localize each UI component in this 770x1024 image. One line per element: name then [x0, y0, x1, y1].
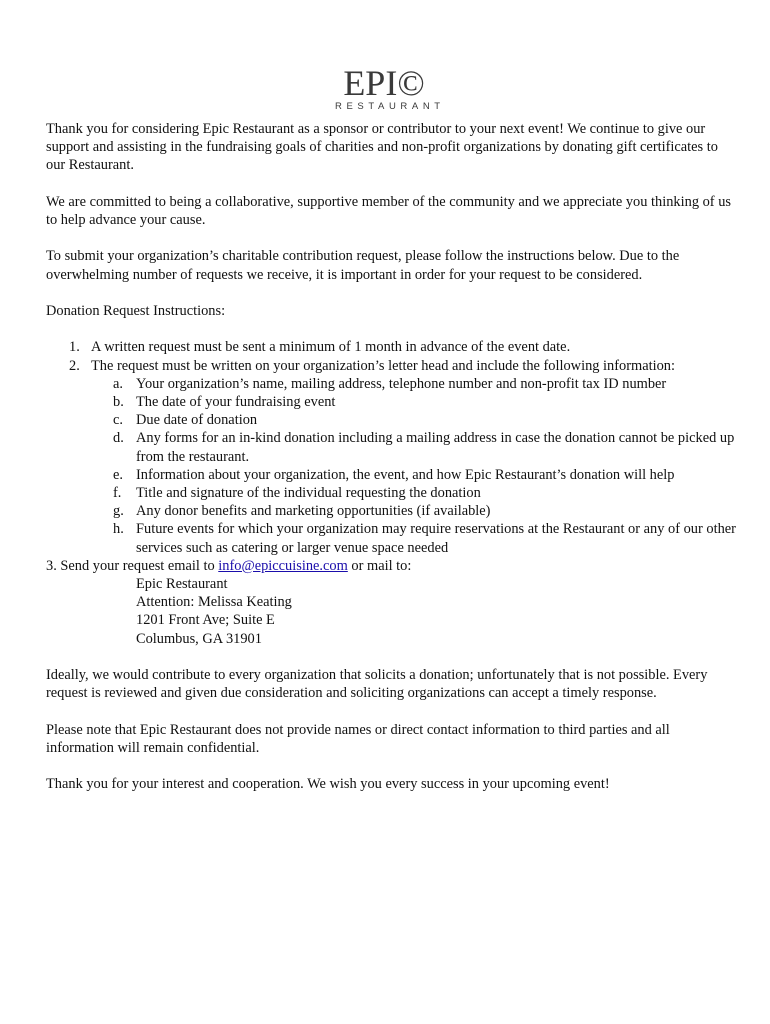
confidentiality-paragraph: Please note that Epic Restaurant does not provide names or direct contact information to third parties and all information will remain confidential. [46, 721, 670, 756]
list-item [46, 357, 736, 557]
instructions-heading: Donation Request Instructions: [46, 302, 226, 319]
email-link[interactable]: info@epiccuisine.com [218, 557, 348, 574]
send-request-line [46, 557, 736, 575]
sub-list-item [91, 411, 736, 429]
intro-paragraph: Thank you for considering Epic Restaurant as a sponsor or contributor to your next event! We continue to give our support and assisting in the fundraising goals of charities and non-profit organizations by donating gift certificates to our Restaurant. [46, 121, 718, 174]
send-request-prefix: 3. Send your request email to [46, 557, 219, 574]
ideally-paragraph: Ideally, we would contribute to every organization that solicits a donation; unfortunately that is not possible. Every request is reviewed and given due consideration and soliciting organizations can accept a timely response. [46, 667, 708, 702]
sub-list-item [91, 393, 736, 411]
send-request-suffix: or mail to: [347, 557, 412, 574]
closing-paragraph: Thank you for your interest and cooperation. We wish you every success in your upcoming event! [46, 776, 610, 793]
sub-list-item-text: Information about your organization, the event, and how Epic Restaurant’s donation will help [136, 466, 675, 483]
sub-list-letter: b. [113, 393, 124, 410]
address-line: Attention: Melissa Keating [136, 594, 292, 611]
mailing-address [46, 575, 736, 648]
sub-list-letter: h. [113, 521, 124, 538]
address-line: Epic Restaurant [136, 576, 228, 593]
list-number: 2. [69, 357, 80, 374]
submit-paragraph: To submit your organization’s charitable contribution request, please follow the instructions below. Due to the overwhelming number of requests we receive, it is important in order for your request to be considered. [46, 248, 680, 283]
sub-list-item [91, 429, 736, 465]
sub-list-item-text: Any donor benefits and marketing opportunities (if available) [136, 503, 491, 520]
sub-list-item-text: Any forms for an in-kind donation including a mailing address in case the donation cannot be picked up from the restaurant. [136, 430, 735, 465]
list-number: 1. [69, 339, 80, 356]
sub-list-letter: d. [113, 430, 124, 447]
sub-list-item [91, 502, 736, 520]
letter-body [46, 120, 736, 812]
sub-list-item-text: The date of your fundraising event [136, 393, 336, 410]
sub-list-item [91, 375, 736, 393]
sub-list-item-text: Your organization’s name, mailing address, telephone number and non-profit tax ID number [136, 375, 667, 392]
commitment-paragraph: We are committed to being a collaborative, supportive member of the community and we appreciate you thinking of us to help advance your cause. [46, 193, 731, 228]
sub-list-item [91, 466, 736, 484]
sub-list-letter: g. [113, 503, 124, 520]
sub-list-item-text: Title and signature of the individual requesting the donation [136, 485, 481, 501]
sub-list-item-text: Due date of donation [136, 412, 258, 429]
address-line: Columbus, GA 31901 [136, 630, 262, 647]
sub-list-letter: e. [113, 466, 123, 483]
logo-wordmark: EPI© [343, 63, 425, 103]
sub-instructions-list [91, 375, 736, 557]
list-item-text: The request must be written on your organization’s letter head and include the following information: [91, 357, 676, 374]
sub-list-letter: f. [113, 485, 122, 501]
sub-list-item-text: Future events for which your organization may require reservations at the Restaurant or any of our other services such as catering or larger venue space needed [136, 521, 736, 556]
logo-subtitle: RESTAURANT [335, 101, 445, 112]
epic-restaurant-logo [332, 63, 445, 112]
address-line: 1201 Front Ave; Suite E [136, 612, 275, 629]
sub-list-item [91, 484, 736, 502]
instructions-list [46, 338, 736, 556]
list-item-text: A written request must be sent a minimum of 1 month in advance of the event date. [91, 339, 571, 356]
sub-list-letter: a. [113, 375, 123, 392]
sub-list-item [91, 520, 736, 556]
list-item [46, 338, 736, 356]
sub-list-letter: c. [113, 412, 123, 429]
